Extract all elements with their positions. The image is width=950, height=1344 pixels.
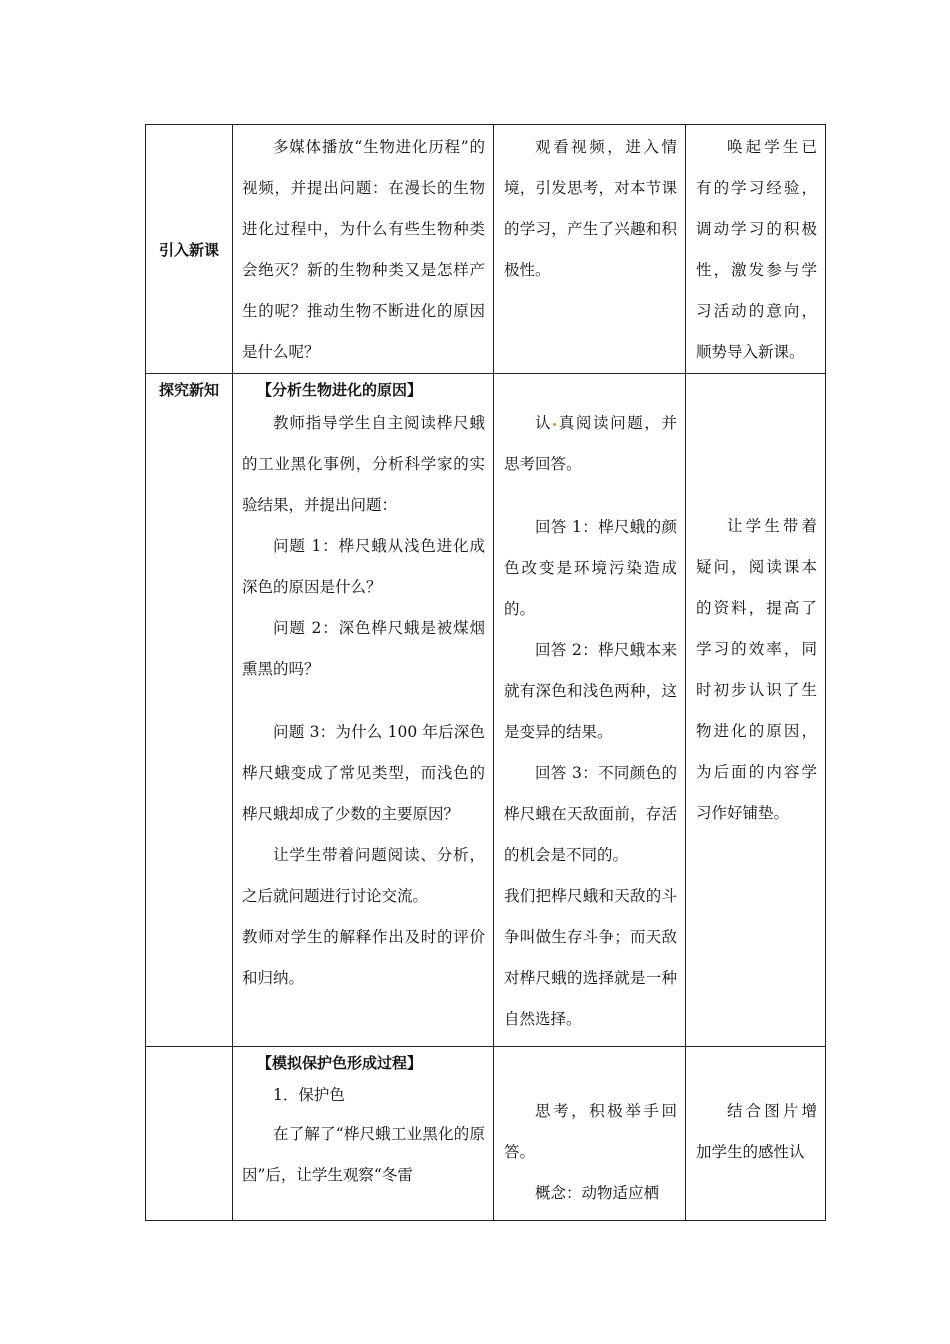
- teacher-text-explore-3: 教师对学生的解释作出及时的评价和归纳。: [242, 928, 485, 987]
- teacher-text-simulate: 在了解了“桦尺蛾工业黑化的原因”后，让学生观察“冬雷: [242, 1125, 485, 1184]
- question-2: 问题 2：深色桦尺蛾是被煤烟熏黑的吗？: [242, 619, 485, 678]
- student-text-simulate-1: 思考，积极举手回答。: [504, 1102, 677, 1161]
- answer-2: 回答 2：桦尺蛾本来就有深色和浅色两种，这是变异的结果。: [504, 641, 677, 741]
- teacher-text-intro: 多媒体播放“生物进化历程”的视频，并提出问题：在漫长的生物进化过程中，为什么有些生物种类会绝灭？新的生物种类又是怎样产生的呢？推动生物不断进化的原因是什么呢？: [242, 138, 485, 361]
- student-cell-simulate: [494, 1047, 686, 1221]
- teacher-text-explore-1: 教师指导学生自主阅读桦尺蛾的工业黑化事例，分析科学家的实验结果，并提出问题：: [242, 414, 485, 514]
- question-3: 问题 3：为什么 100 年后深色桦尺蛾变成了常见类型，而浅色的桦尺蛾却成了少数的主要原因？: [242, 723, 485, 823]
- stage-cell-explore: [146, 374, 233, 1047]
- row-intro: [146, 125, 826, 374]
- intent-text-explore: 让学生带着疑问，阅读课本的资料，提高了学习的效率，同时初步认识了生物进化的原因，为后面的内容学习作好铺垫。: [696, 517, 817, 822]
- teacher-cell-intro: [233, 125, 494, 374]
- question-1: 问题 1：桦尺蛾从浅色进化成深色的原因是什么？: [242, 537, 485, 596]
- intent-text-simulate: 结合图片增加学生的感性认: [696, 1102, 817, 1161]
- stage-cell-intro: [146, 125, 233, 374]
- intent-cell-simulate: [686, 1047, 826, 1221]
- teacher-cell-explore: [233, 374, 494, 1047]
- answer-3-continued: 我们把桦尺蛾和天敌的斗争叫做生存斗争；而天敌对桦尺蛾的选择就是一种自然选择。: [504, 887, 677, 1028]
- stage-label-explore: 探究新知: [158, 381, 219, 399]
- section-heading-simulation: 【模拟保护色形成过程】: [257, 1054, 423, 1072]
- intent-text-intro: 唤起学生已有的学习经验，调动学习的积极性，激发参与学习活动的意向，顺势导入新课。: [696, 138, 817, 361]
- intent-cell-intro: [686, 125, 826, 374]
- answer-1: 回答 1：桦尺蛾的颜色改变是环境污染造成的。: [504, 518, 677, 618]
- student-cell-intro: [494, 125, 686, 374]
- section-heading-analysis: 【分析生物进化的原因】: [257, 381, 423, 399]
- list-item-protective-color: 1．保护色: [273, 1086, 345, 1104]
- student-text-explore-1: 认 真阅读问题，并思考回答。: [504, 414, 677, 473]
- teacher-cell-simulate: [233, 1047, 494, 1221]
- stage-cell-simulate: [146, 1047, 233, 1221]
- lesson-plan-table: [145, 124, 826, 1221]
- student-text-intro: 观看视频，进入情境，引发思考，对本节课的学习，产生了兴趣和积极性。: [504, 138, 677, 279]
- teacher-text-explore-2: 让学生带着问题阅读、分析，之后就问题进行讨论交流。: [242, 846, 485, 905]
- student-text-simulate-2: 概念：动物适应栖: [535, 1184, 660, 1202]
- student-cell-explore: [494, 374, 686, 1047]
- intent-cell-explore: [686, 374, 826, 1047]
- row-simulate: [146, 1047, 826, 1221]
- row-explore: [146, 374, 826, 1047]
- stage-label-intro: 引入新课: [158, 240, 219, 259]
- answer-3: 回答 3：不同颜色的桦尺蛾在天敌面前，存活的机会是不同的。: [504, 764, 677, 864]
